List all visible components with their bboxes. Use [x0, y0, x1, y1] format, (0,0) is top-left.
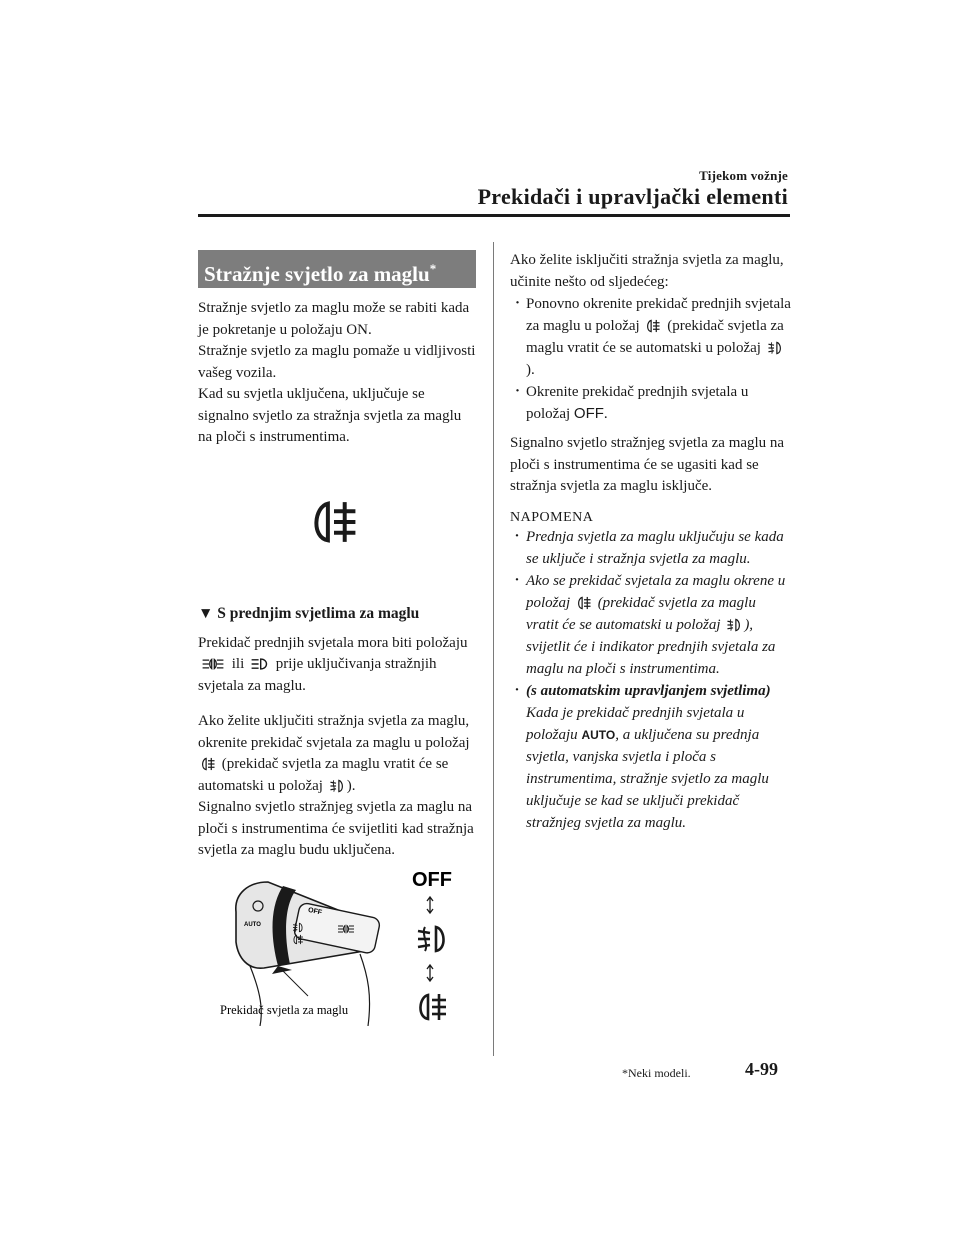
turn-on-instruction: Ako želite uključiti stražnja svjetla za maglu, okrenite prekidač svjetala za maglu u položaj (prekidač svjetla za maglu vratit će se automatski u položaj ). — [198, 713, 470, 794]
list-item: · Prednja svjetla za maglu uključuju se kada se uključe i stražnja svjetla za maglu. — [510, 526, 792, 570]
rear-fog-indicator-icon — [308, 499, 360, 545]
lever-auto-label: AUTO — [244, 921, 261, 928]
header-rule — [198, 214, 790, 217]
list-item: · (s automatskim upravljanjem svjetlima) Kada je prekidač prednjih svjetala u položaju AUTO, a uključena su prednja svjetla, vanjska svjetla i ploča s instrumentima, stražnje svjetlo za maglu uključuje se kad se uključi prekidač stražnjeg svjetla za maglu. — [510, 680, 792, 834]
fog-switch-illustration — [198, 866, 490, 1026]
front-fog-icon — [767, 341, 783, 355]
list-item: · Ako se prekidač svjetala za maglu okrene u položaj (prekidač svjetla za maglu vratit će se automatski u položaj ), svijetlit će i indikator prednjih svjetala za maglu na ploči s instrumentima. — [510, 570, 792, 680]
title-footnote-mark: * — [429, 261, 437, 276]
auto-position-label: AUTO — [581, 727, 616, 742]
section-title — [198, 250, 476, 288]
turn-off-intro: Ako želite isključiti stražnja svjetla za maglu, učinite nešto od sljedećeg: — [510, 252, 784, 290]
subsection-heading — [198, 605, 476, 623]
rear-fog-icon — [576, 596, 592, 610]
subsection-marker: ▼ — [198, 604, 214, 622]
footnote: *Neki modeli. — [622, 1066, 691, 1080]
front-fog-icon — [329, 779, 345, 793]
note-list — [510, 526, 792, 834]
off-position-label: OFF — [573, 405, 604, 422]
section-header: Tijekom vožnje — [699, 168, 788, 183]
section-title-text: Stražnje svjetlo za maglu — [204, 262, 430, 286]
front-fog-position-icon — [418, 927, 444, 951]
front-fog-requirement: Prekidač prednjih svjetala mora biti položaju ili prije uključivanja stražnjih svjetala za maglu. — [198, 634, 468, 694]
indicator-note: Signalno svjetlo stražnjeg svjetla za maglu na ploči s instrumentima će svijetliti kad stražnja svjetla za maglu budu uključena. — [198, 799, 474, 858]
position-off-label: OFF — [412, 868, 452, 891]
left-column — [198, 250, 476, 1026]
page-number: 4-99 — [745, 1059, 778, 1079]
rear-fog-indicator — [198, 499, 476, 571]
right-column — [510, 250, 792, 834]
auto-condition-label: (s automatskim upravljanjem svjetlima) — [526, 682, 771, 699]
rear-fog-icon — [645, 319, 661, 333]
rear-fog-icon — [200, 757, 216, 771]
headlights-icon — [250, 657, 270, 671]
intro-line-1: Stražnje svjetlo za maglu može se rabiti kada je pokretanje u položaju ON. — [198, 300, 470, 338]
list-item: · Okrenite prekidač prednjih svjetala u položaj OFF. — [510, 381, 792, 425]
fog-switch-figure — [198, 866, 490, 1026]
chapter-header: Prekidači i upravljački elementi — [477, 184, 788, 209]
parking-lights-icon — [200, 657, 226, 671]
intro-line-2: Stražnje svjetlo za maglu pomaže u vidljivosti vašeg vozila. — [198, 343, 476, 381]
turn-off-list — [510, 293, 792, 425]
subsection-title: S prednjim svjetlima za maglu — [217, 604, 420, 622]
lever-off-label: OFF — [307, 906, 323, 917]
intro-line-3: Kad su svjetla uključena, uključuje se signalno svjetlo za stražnja svjetla za maglu na ploči s instrumentima. — [198, 386, 462, 445]
indicator-off-note: Signalno svjetlo stražnjeg svjetla za maglu na ploči s instrumentima će se ugasiti kad se stražnja svjetla za maglu isključe. — [510, 435, 785, 494]
figure-callout: Prekidač svjetla za maglu — [220, 1002, 349, 1017]
front-fog-icon — [726, 618, 742, 632]
note-heading: NAPOMENA — [510, 509, 594, 525]
column-divider — [493, 242, 494, 1056]
list-item: · Ponovno okrenite prekidač prednjih svjetala za maglu u položaj (prekidač svjetla za maglu vratit će se automatski u položaj ). — [510, 293, 792, 381]
rear-fog-position-icon — [420, 994, 446, 1020]
